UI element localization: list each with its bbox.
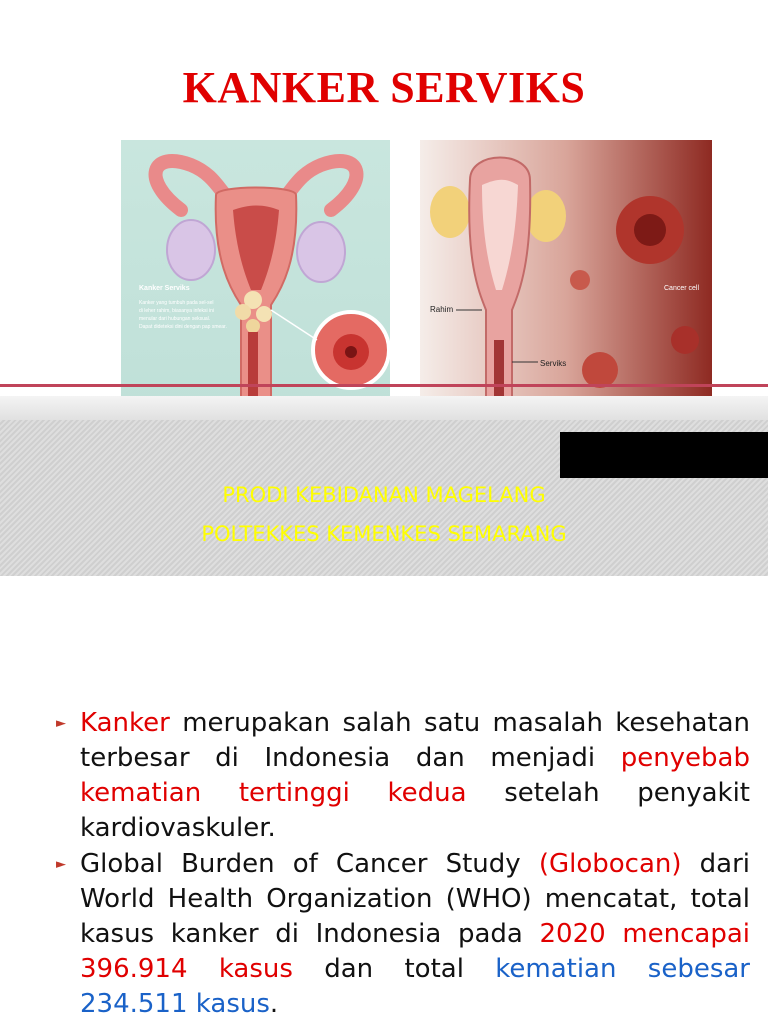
label-serviks: Serviks	[540, 359, 567, 368]
bullet-text: dari World Health Organization (WHO) mencatat, total kasus kanker di Indonesia pada	[80, 849, 750, 949]
bullet-text: .	[269, 989, 279, 1019]
bullet-arrow-icon: ►	[56, 857, 66, 872]
label-cancer-cell: Cancer cell	[664, 285, 700, 292]
label-rahim: Rahim	[430, 305, 454, 314]
illustration-label-line: di leher rahim, biasanya infeksi ini	[139, 308, 215, 314]
bullet-text: merupakan salah satu masalah kesehatan terbesar di Indonesia dan menjadi	[80, 708, 750, 773]
accent-line	[0, 384, 768, 387]
subtitle-prodi: PRODI KEBIDANAN MAGELANG	[222, 483, 546, 507]
highlight-kasus-2020: 2020 mencapai 396.914 kasus	[80, 919, 751, 984]
illustration-label-title: Kanker Serviks	[139, 285, 190, 292]
illustration-label-line: Kanker yang tumbuh pada sel-sel	[139, 300, 214, 306]
bullet-item	[56, 847, 750, 1022]
cancer-cell-illustration	[420, 140, 712, 416]
highlight-globocan: (Globocan)	[538, 849, 682, 879]
slide-content	[0, 576, 768, 1024]
bullet-text: setelah penyakit kardiovaskuler.	[80, 778, 750, 843]
subtitle-poltekkes: POLTEKKES KEMENKES SEMARANG	[201, 522, 567, 546]
slide-title-heading: KANKER SERVIKS	[182, 63, 586, 112]
highlight-penyebab: penyebab kematian tertinggi kedua	[80, 743, 750, 808]
highlight-kematian: kematian sebesar 234.511 kasus	[80, 954, 750, 1019]
illustration-label-line: Dapat dideteksi dini dengan pap smear.	[139, 324, 227, 330]
uterus-illustration	[121, 140, 390, 420]
uterus-diagram	[121, 140, 390, 420]
bullet-text: Global Burden of Cancer Study	[80, 849, 539, 879]
bullet-list	[56, 706, 750, 1023]
illustration-label-line: menular dari hubungan seksual.	[139, 316, 211, 322]
bullet-arrow-icon: ►	[56, 716, 66, 731]
decorative-band-black	[560, 432, 768, 478]
highlight-kanker: Kanker	[80, 708, 170, 738]
bullet-text: dan total	[292, 954, 496, 984]
cancer-cell-diagram	[420, 140, 712, 416]
bullet-item	[56, 706, 750, 846]
